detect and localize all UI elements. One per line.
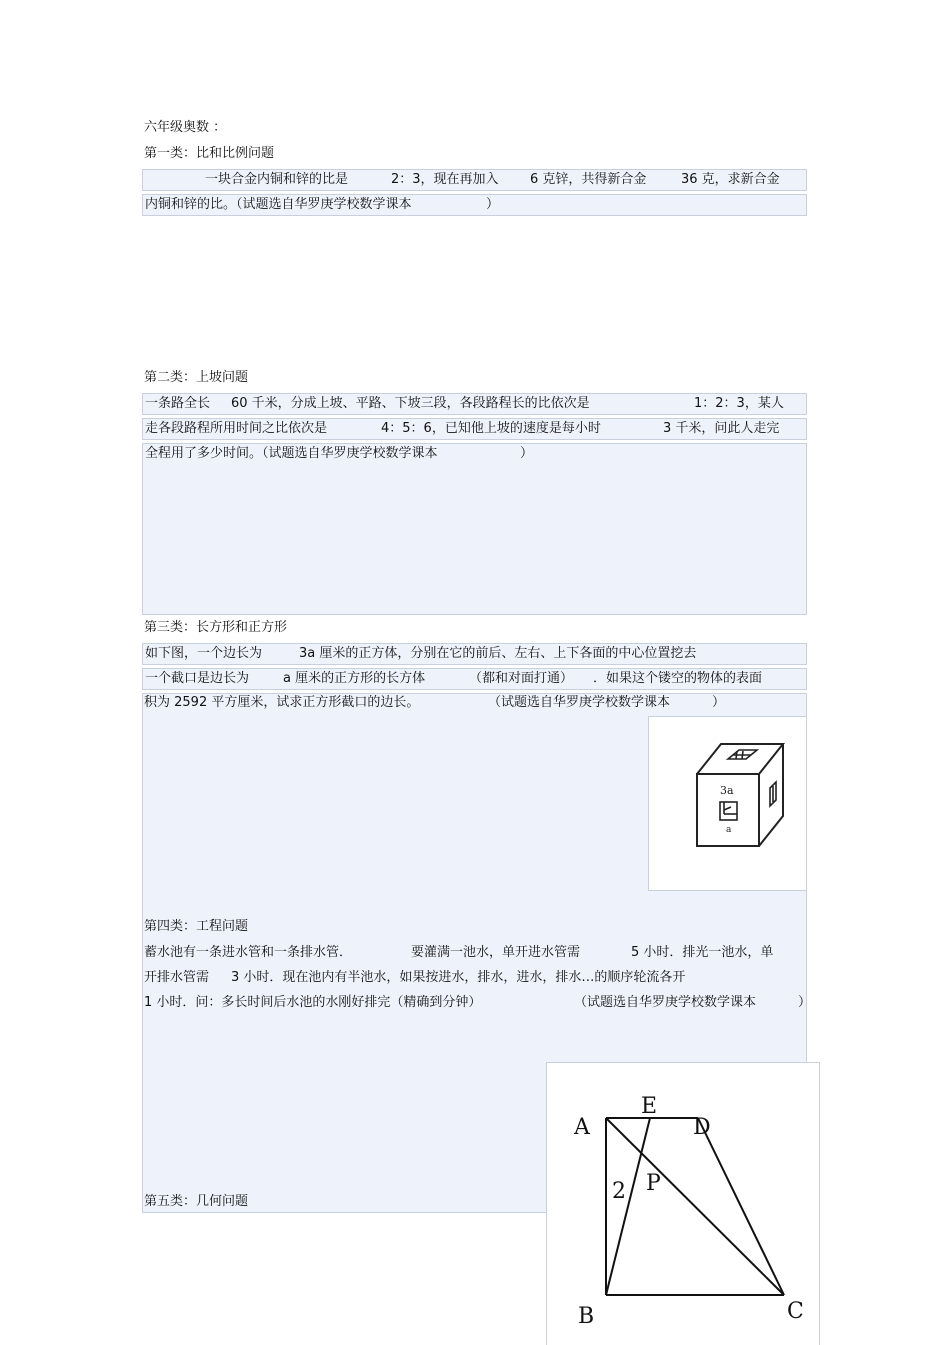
cube-label-side: 3a xyxy=(720,784,734,797)
s2-l1-b: 60 千米，分成上坡、平路、下坡三段，各段路程长的比依次是 xyxy=(231,396,590,411)
s4-l1-b: 要灌满一池水，单开进水管需 xyxy=(411,945,581,960)
s4-l2-a: 开排水管需 xyxy=(144,970,210,985)
s4-l3-c: ） xyxy=(798,995,812,1010)
section-5-body xyxy=(142,1062,548,1213)
s1-l2-b: ） xyxy=(486,197,500,212)
s1-l1-d: 36 克，求新合金 xyxy=(681,172,780,187)
point-C-label: C xyxy=(787,1299,804,1324)
s3-l2-a: 一个截口是边长为 xyxy=(145,671,250,686)
s1-l1-c: 6 克锌，共得新合金 xyxy=(530,172,647,187)
section-2-title: 第二类：上坡问题 xyxy=(144,370,249,385)
section-1-line-1 xyxy=(142,169,807,191)
section-3-title: 第三类：长方形和正方形 xyxy=(144,620,288,635)
point-D-label: D xyxy=(693,1115,711,1140)
point-B-label: B xyxy=(578,1304,595,1329)
section-2-line-2 xyxy=(142,418,807,440)
s2-l3-b: ） xyxy=(520,446,534,461)
section-1-title: 第一类：比和比例问题 xyxy=(144,146,275,161)
section-1-line-2 xyxy=(142,194,807,216)
s4-l1-a: 蓄水池有一条进水管和一条排水管． xyxy=(144,945,353,960)
point-P-label: P xyxy=(646,1171,661,1196)
page-title: 六年级奥数 ： xyxy=(144,120,227,135)
point-E-label: E xyxy=(641,1094,658,1119)
s3-l2-d: ．如果这个镂空的物体的表面 xyxy=(593,671,763,686)
cube-label-hole: a xyxy=(726,825,732,835)
s3-l3-a: 积为 2592 平方厘米，试求正方形截口的边长。 xyxy=(144,695,420,710)
s2-l1-a: 一条路全长 xyxy=(145,396,211,411)
s1-l1-a: 一块合金内铜和锌的比是 xyxy=(205,172,349,187)
s3-l2-c: （都和对面打通） xyxy=(469,671,574,686)
region-2-label: 2 xyxy=(612,1179,626,1204)
s4-l3-b: （试题选自华罗庚学校数学课本 xyxy=(574,995,757,1010)
s2-l1-c: 1：2：3，某人 xyxy=(694,396,784,411)
s1-l2-a: 内铜和锌的比。（试题选自华罗庚学校数学课本 xyxy=(145,197,412,212)
s4-l2-b: 3 小时．现在池内有半池水，如果按进水，排水，进水，排水…的顺序轮流各开 xyxy=(231,970,686,985)
section-5-title: 第五类：几何问题 xyxy=(144,1194,249,1209)
section-3-line-2 xyxy=(142,668,807,690)
s2-l3-a: 全程用了多少时间。（试题选自华罗庚学校数学课本 xyxy=(145,446,438,461)
section-3-line-1 xyxy=(142,643,807,665)
s2-l2-c: 3 千米，问此人走完 xyxy=(663,421,780,436)
s3-l3-b: （试题选自华罗庚学校数学课本 xyxy=(488,695,671,710)
trapezoid-figure xyxy=(558,1083,820,1345)
section-4-title: 第四类：工程问题 xyxy=(144,919,249,934)
s3-l1-a: 如下图，一个边长为 xyxy=(145,646,263,661)
section-2-line-1 xyxy=(142,393,807,415)
point-A-label: A xyxy=(574,1115,590,1140)
s3-l3-c: ） xyxy=(712,695,726,710)
section-2-line-3 xyxy=(142,443,807,615)
s3-l2-b: a 厘米的正方形的长方体 xyxy=(283,671,426,686)
s3-l1-b: 3a 厘米的正方体，分别在它的前后、左右、上下各面的中心位置挖去 xyxy=(299,646,697,661)
s2-l2-a: 走各段路程所用时间之比依次是 xyxy=(145,421,328,436)
s1-l1-b: 2：3，现在再加入 xyxy=(391,172,499,187)
s4-l3-a: 1 小时．问：多长时间后水池的水刚好排完（精确到分钟） xyxy=(144,995,482,1010)
s4-l1-c: 5 小时．排光一池水，单 xyxy=(631,945,774,960)
s2-l2-b: 4：5：6，已知他上坡的速度是每小时 xyxy=(381,421,601,436)
hollow-cube-figure xyxy=(657,728,799,873)
